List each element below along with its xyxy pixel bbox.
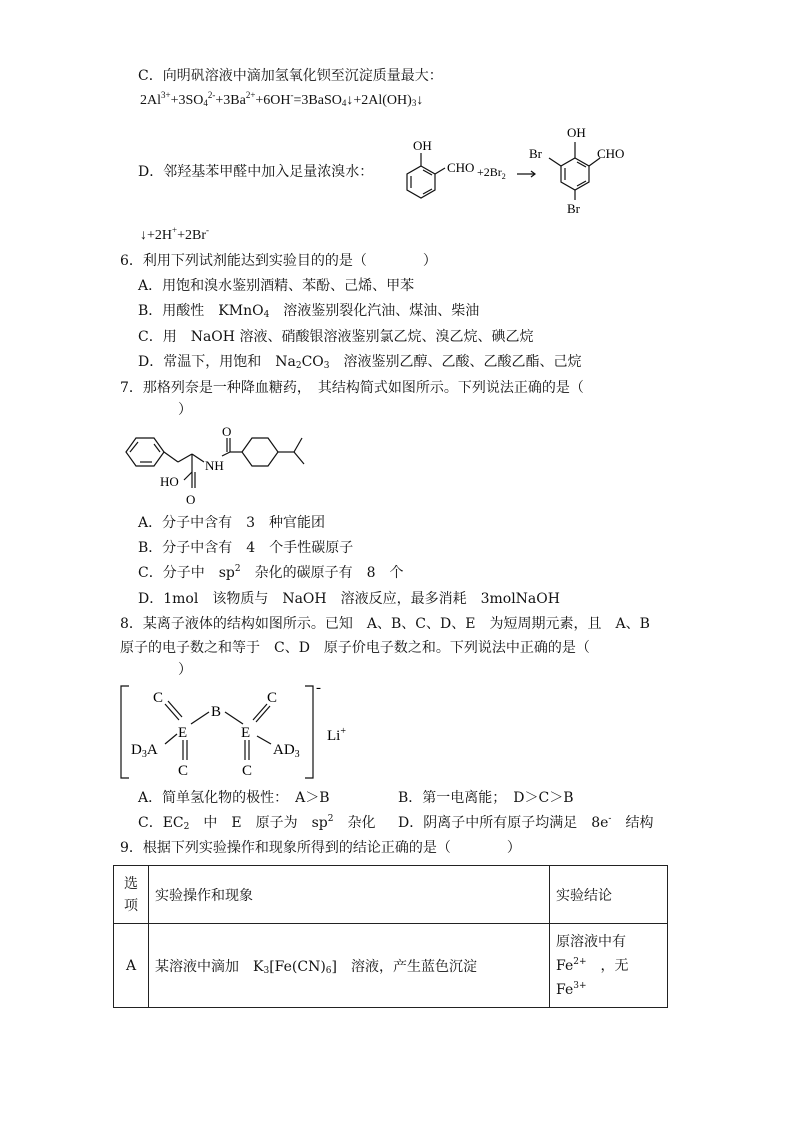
ad3-label: $AD_3$ [273,742,300,760]
eq-sup: - [290,90,294,100]
br2-reagent: $+2Br_2$ [477,165,506,181]
c-label: C [178,763,189,779]
d3a-label: $D_3A$ [131,742,158,760]
q6-option-c: C．用 NaOH 溶液、硝酸银溶液鉴别氯乙烷、溴乙烷、碘乙烷 [138,329,534,345]
header-option: 选 项 [114,866,149,924]
acid-o-label: O [186,492,196,507]
e-label: E [178,725,188,741]
table-header-row [114,866,668,924]
q6-stem: 6．利用下列试剂能达到实验目的的是（ ） [120,253,437,269]
q8-option-a: A．简单氢化物的极性： A＞B [138,790,330,806]
table-row [114,924,668,1008]
oh-label: OH [413,138,432,153]
q5-option-c: C．向明矾溶液中滴加氢氧化钡至沉淀质量最大： [138,68,443,84]
eq-sup: 2- [207,90,216,100]
q6-option-a: A．用饱和溴水鉴别酒精、苯酚、己烯、甲苯 [138,278,415,294]
q7-option-d: D．1mol 该物质与 NaOH 溶液反应，最多消耗 3molNaOH [138,591,560,607]
q6-option-d: D．常温下，用饱和 $Na_2CO_3$ 溶液鉴别乙醇、乙酸、乙酸乙酯、己烷 [138,354,582,371]
eq-sub: 4 [203,98,208,108]
eq-term: +2Br [177,228,206,243]
q5-d-tail [140,226,209,246]
eq-term: 2Al [140,93,161,108]
row-conclusion: 原溶液中有 $Fe^{2+}$ ，无 $Fe^{3+}$ [550,924,668,1008]
q6-option-b: B．用酸性 KMnO$_4$ 溶液鉴别裂化汽油、煤油、柴油 [138,303,480,320]
q7-option-a: A．分子中含有 3 种官能团 [138,515,326,531]
ho-label: HO [160,474,179,489]
e-label: E [241,725,251,741]
row-option: A [114,924,149,1008]
row-operation: 某溶液中滴加 $K_3[Fe(CN)_6]$ 溶液，产生蓝色沉淀 [149,924,550,1008]
eq-sub: 3 [411,98,417,108]
header-operation: 实验操作和现象 [149,866,550,924]
li-cation: Li+ [327,726,346,744]
product-cho-label: CHO [597,146,625,161]
q8-stem-1: 8．某离子液体的结构如图所示。已知 A、B、C、D、E 为短周期元素，且 A、B [120,616,650,632]
header-conclusion: 实验结论 [550,866,668,924]
q7-stem-paren: ） [178,402,192,418]
eq-sup: 3+ [161,90,171,100]
q9-table [113,865,668,1008]
q8-stem-2: 原子的电子数之和等于 C、D 原子价电子数之和。下列说法中正确的是（ [120,640,590,656]
cho-label: CHO [447,160,475,175]
q8-option-b: B．第一电离能； D＞C＞B [398,790,574,806]
eq-term: +3Ba [215,93,246,108]
q5-option-d: D．邻羟基苯甲醛中加入足量浓溴水： [138,164,374,180]
eq-term: =3BaSO [293,93,342,108]
c-label: C [267,690,278,706]
eq-term: ↓+2Al(OH) [346,93,412,108]
carbonyl-o-label: O [222,424,232,439]
b-label: B [211,704,222,720]
q8-option-c: C．$EC_2$ 中 E 原子为 $sp^2$ 杂化 [138,814,376,832]
q5-c-equation [140,91,423,111]
eq-term: +3SO [170,93,204,108]
eq-sup: - [206,225,209,235]
product-oh-label: OH [567,125,586,140]
eq-sup: + [172,225,178,235]
q9-stem: 9．根据下列实验操作和现象所得到的结论正确的是（ ） [120,840,521,856]
q7-stem: 7．那格列奈是一种降血糖药， 其结构简式如图所示。下列说法正确的是（ [120,380,584,396]
q8-stem-paren: ） [178,662,192,678]
c-label: C [153,690,164,706]
q7-option-b: B．分子中含有 4 个手性碳原子 [138,540,354,556]
q7-option-c: C．分子中 $sp^2$ 杂化的碳原子有 8 个 [138,564,404,581]
ionic-liquid-structure [115,682,365,782]
nateglinide-structure [118,424,328,510]
eq-term: ↓ [416,93,424,108]
c-label: C [242,763,253,779]
eq-term: ↓+2H [140,228,173,243]
product-br-label: Br [567,201,580,216]
anion-charge: - [316,682,321,696]
product-br-label: Br [529,146,542,161]
q8-option-d: D．阴离子中所有原子均满足 8e- 结构 [398,814,654,831]
q5-reaction-diagram [385,120,675,220]
eq-term: +6OH [255,93,291,108]
eq-sub: 4 [341,98,347,108]
nh-label: NH [205,458,224,473]
eq-sup: 2+ [245,90,256,100]
